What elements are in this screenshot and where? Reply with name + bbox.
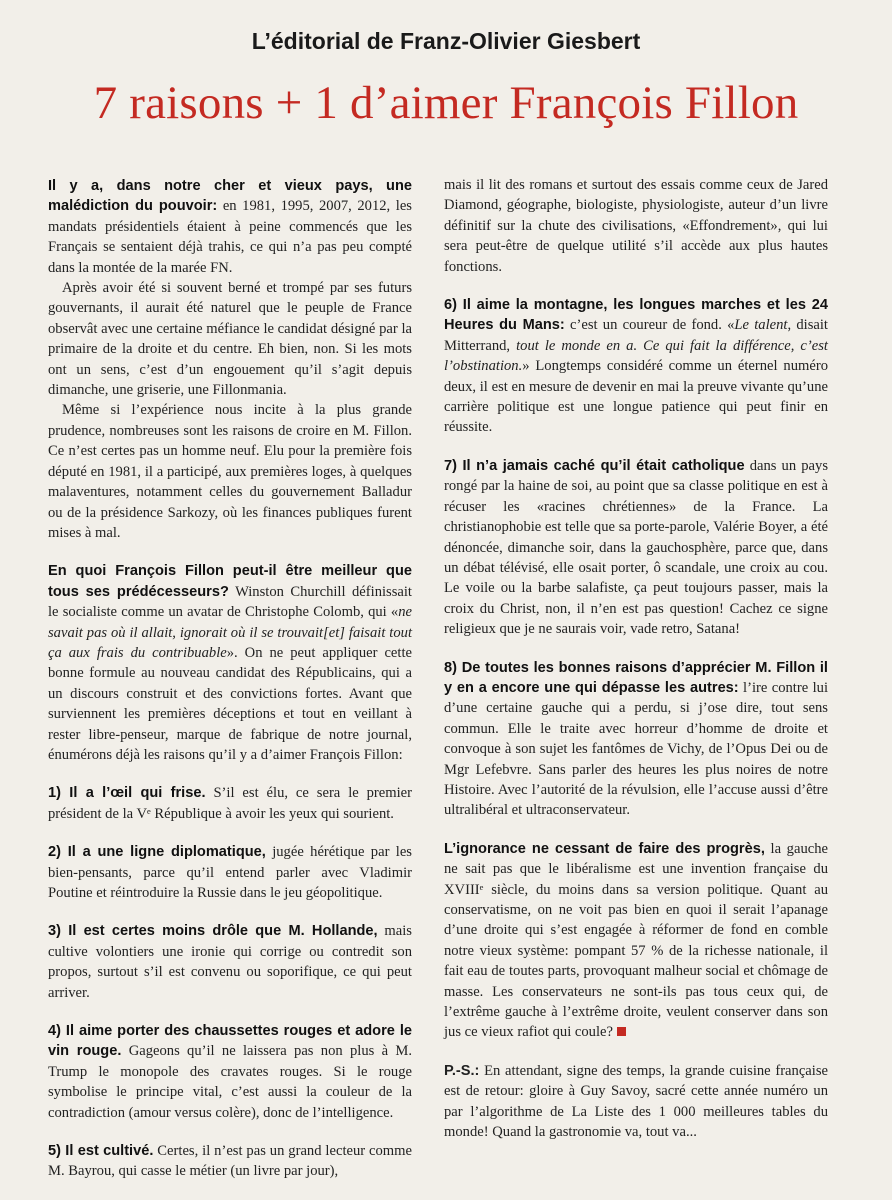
question-lead: En quoi François Fillon peut-il être meilleur que tous ses prédécesseurs? <box>48 563 412 600</box>
reason-2 <box>48 842 412 903</box>
churchill-quote: ne savait pas où il allait, ignorait où il se trouvait[et] faisait tout ça aux frais du contribuable <box>48 604 412 661</box>
reason-5-text: Certes, il n’est pas un grand lecteur comme M. Bayrou, qui casse le métier (un livre par jour), <box>48 1143 412 1180</box>
article-headline: 7 raisons + 1 d’aimer François Fillon <box>93 77 799 129</box>
reason-1 <box>48 783 412 824</box>
reason-3 <box>48 921 412 1003</box>
intro-lead: Il y a, dans notre cher et vieux pays, une malédiction du pouvoir: <box>48 178 412 215</box>
reason-6-lead: 6) Il aime la montagne, les longues marches et les 24 Heures du Mans: <box>444 297 828 334</box>
reason-4 <box>48 1021 412 1123</box>
question-text-1: Winston Churchill définissait le socialiste comme un avatar de Christophe Colomb, qui « <box>48 583 412 621</box>
question-paragraph <box>48 561 412 765</box>
reason-6 <box>444 295 828 438</box>
reason-8-lead: 8) De toutes les bonnes raisons d’apprécier M. Fillon il y en a encore une qui dépasse les autres: <box>444 659 828 696</box>
paragraph-3: Même si l’expérience nous incite à la plus grande prudence, nombreuses sont les raisons de croire en M. Fillon. Ce n’est certes pas un homme neuf. Elu pour la première fois député en 1981, il a participé, aux premières loges, à quelques malaventures, notamment celles du gouvernement Balladur ou de la présidence Sarkozy, où les finances publiques furent mises à mal. <box>48 402 412 541</box>
reason-4-lead: 4) Il aime porter des chaussettes rouges et adore le vin rouge. <box>48 1023 412 1060</box>
ignorance-text: la gauche ne sait pas que le libéralisme est une invention française du XVIIIᵉ siècle, du moins dans sa version politique. Quant au conservatisme, on ne voit pas bien en quoi il serait l’apanage d’une droite qui s’est engagée à réformer de fond en comble notre vieux système: pompant 57 % de la richesse nationale, il fait eau de toutes parts, provoquant malheur social et chômage de masse. Les conservateurs ne sont-ils pas tous ceux qui, de l’extrême gauche à l’extrême droite, veulent conserver dans son jus ce vieux rafiot qui coule? <box>444 840 828 1041</box>
postscript-lead: P.-S.: <box>444 1062 480 1079</box>
reason-5-lead: 5) Il est cultivé. <box>48 1143 154 1160</box>
reason-8 <box>444 658 828 821</box>
left-column <box>48 176 412 1182</box>
reason-5 <box>48 1141 412 1182</box>
ignorance-lead: L’ignorance ne cessant de faire des progrès, <box>444 840 765 857</box>
end-mark-square-icon <box>617 1027 626 1036</box>
reason-2-text: jugée hérétique par les bien-pensants, parce qu’il entend parler avec Vladimir Poutine et réintroduire la Russie dans le jeu géopolitique. <box>48 844 412 901</box>
reason-6-text-1: c’est un coureur de fond. « <box>564 317 735 334</box>
reason-6-text-2: , disait Mitterrand, <box>444 317 828 354</box>
article-header <box>0 0 892 160</box>
column-kicker: L’éditorial de Franz-Olivier Giesbert <box>251 28 641 54</box>
reason-1-text: S’il est élu, ce sera le premier président de la Vᵉ République à avoir les yeux qui sourient. <box>48 785 413 822</box>
reason-3-text: mais cultive volontiers une ironie qui corrige ou contredit son propos, surtout s’il est convenu ou soporifique, ce qui peut arriver. <box>48 923 412 1001</box>
ignorance-paragraph <box>444 839 828 1043</box>
reason-7-text: dans un pays rongé par la haine de soi, au point que sa classe politique en est à récuser les «racines chrétiennes» de la France. La christianophobie est telle que sa porte-parole, Valérie Boyer, a été dénoncée, dimanche soir, dans la gauchosphère, parce que, dans un débat télévisé, elle osait porter, ô scandale, une croix au cou. Le voile ou la barbe salafiste, ça peut toujours passer, mais la croix du Christ, non, il n’en est pas question! Cachez ce signe religieux que je ne saurais voir, vade retro, Satana! <box>444 457 829 638</box>
right-column <box>444 175 828 1142</box>
paragraph-2: Après avoir été si souvent berné et trompé par ses futurs gouvernants, il aurait été naturel que le peuple de France observât avec une certaine méfiance le candidat désigné par la primaire de la droite et du centre. Eh bien, non. Si les mots ont un sens, c’est d’un engouement qu’il s’agit depuis dimanche, une griserie, une Fillonmania. <box>48 280 412 399</box>
intro-paragraph <box>48 176 412 278</box>
postscript-text: En attendant, signe des temps, la grande cuisine française est de retour: gloire à Guy Savoy, sacré cette année numéro un par l’algorithme de La Liste des 1 000 meilleures tables du monde! Quand la gastronomie va, tout va... <box>444 1062 828 1141</box>
question-text-2: ». On ne peut appliquer cette bonne formule au nouveau candidat des Républicains, qui a un discours construit et des convictions fortes. Avant que surviennent les premières déceptions et tout en veillant à rester libre-penseur, marque de fabrique de notre journal, énumérons déjà les raisons qu’il y a d’aimer François Fillon: <box>48 644 412 763</box>
intro-text: en 1981, 1995, 2007, 2012, les mandats présidentiels étaient à peine commencés que les Français se sentaient déjà trahis, ce qui n’a pas peu compté dans la montée de la marée FN. <box>48 198 412 276</box>
reason-7-lead: 7) Il n’a jamais caché qu’il était catholique <box>444 457 745 474</box>
mitterrand-quote-b: tout le monde en a. Ce qui fait la différence, c’est l’obstination. <box>444 337 828 375</box>
reason-5-continued: mais il lit des romans et surtout des essais comme ceux de Jared Diamond, géographe, biologiste, physiologiste, auteur d’un livre définitif sur la chute des civilisations, «Effondrement», qui lui sera peut-être de quelque utilité s’il accède aux plus hautes fonctions. <box>444 177 828 275</box>
reason-7 <box>444 456 828 640</box>
reason-2-lead: 2) Il a une ligne diplomatique, <box>48 844 266 861</box>
reason-3-lead: 3) Il est certes moins drôle que M. Hollande, <box>48 923 378 940</box>
reason-8-text: l’ire contre lui d’une certaine gauche qui a perdu, si j’ose dire, tout sens commun. Elle le traite avec horreur d’homme de droite et convoque à son sujet les fantômes de Vichy, de l’Opus Dei ou de Mgr Lefebvre. Sans parler des heures les plus noires de notre Histoire. Avec l’autorité de la révulsion, elle l’accuse aussi d’être ultralibéral et ultraconservateur. <box>444 679 828 819</box>
postscript <box>444 1061 828 1143</box>
reason-1-lead: 1) Il a l’œil qui frise. <box>48 785 206 802</box>
mitterrand-quote-a: Le talent <box>734 317 788 334</box>
reason-6-text-3: » Longtemps considéré comme un éternel numéro deux, il est en mesure de devenir en mai la preuve vivante qu’une carrière politique est une longue patience qui peut finir en réussite. <box>444 358 828 436</box>
reason-4-text: Gageons qu’il ne laissera pas non plus à M. Trump le monopole des cravates rouges. Si le rouge symbolise le principe vital, c’est aussi la couleur de la contradiction (amour versus colère), donc de l’intelligence. <box>48 1043 412 1121</box>
